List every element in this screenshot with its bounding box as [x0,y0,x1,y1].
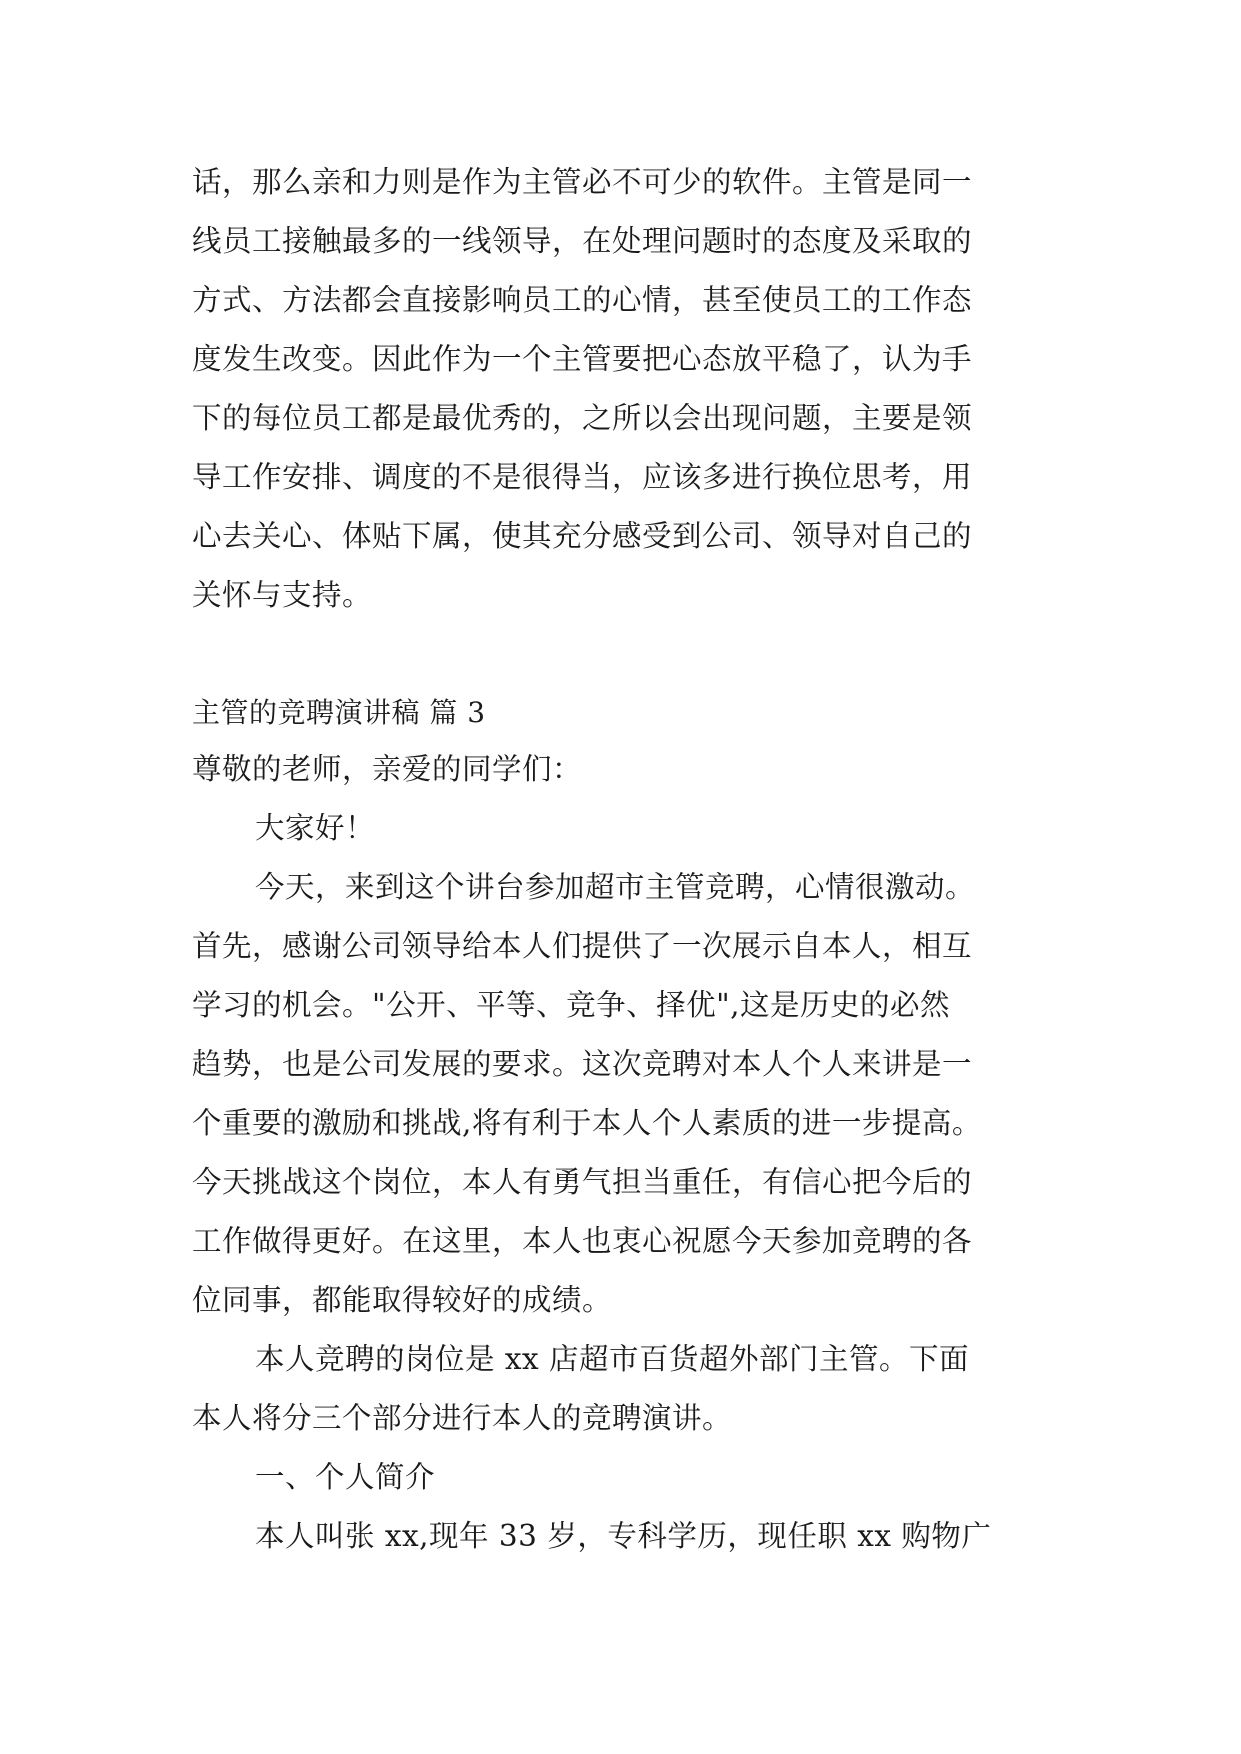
paragraph-line: 下的每位员工都是最优秀的，之所以会出现问题，主要是领 [192,401,973,435]
paragraph-line: 今天，来到这个讲台参加超市主管竞聘，心情很激动。 [255,870,976,904]
paragraph-line: 话，那么亲和力则是作为主管必不可少的软件。主管是同一 [192,165,973,199]
paragraph-line: 位同事，都能取得较好的成绩。 [192,1283,613,1317]
paragraph-line: 心去关心、体贴下属，使其充分感受到公司、领导对自己的 [192,519,973,553]
paragraph-line: 趋势，也是公司发展的要求。这次竞聘对本人个人来讲是一 [192,1047,973,1081]
paragraph-line: 本人竞聘的岗位是 xx 店超市百货超外部门主管。下面 [255,1342,970,1376]
paragraph-line: 本人叫张 xx,现年 33 岁，专科学历，现任职 xx 购物广 [255,1519,992,1553]
paragraph-line: 方式、方法都会直接影响员工的心情，甚至使员工的工作态 [192,283,973,317]
paragraph-line: 关怀与支持。 [192,578,373,612]
greeting: 大家好！ [255,811,376,845]
section-heading: 主管的竞聘演讲稿 篇 3 [192,696,486,729]
paragraph-line: 今天挑战这个岗位，本人有勇气担当重任，有信心把今后的 [192,1165,973,1199]
paragraph-line: 度发生改变。因此作为一个主管要把心态放平稳了，认为手 [192,342,973,376]
paragraph-line: 本人将分三个部分进行本人的竞聘演讲。 [192,1401,733,1435]
paragraph-line: 学习的机会。"公开、平等、竞争、择优",这是历史的必然 [192,988,951,1022]
paragraph-line: 导工作安排、调度的不是很得当，应该多进行换位思考，用 [192,460,973,494]
paragraph-line: 首先，感谢公司领导给本人们提供了一次展示自本人，相互 [192,929,973,963]
paragraph-line: 个重要的激励和挑战,将有利于本人个人素质的进一步提高。 [192,1106,982,1140]
subsection-heading: 一、个人简介 [255,1460,436,1494]
salutation: 尊敬的老师，亲爱的同学们： [192,752,583,786]
paragraph-line: 线员工接触最多的一线领导，在处理问题时的态度及采取的 [192,224,973,258]
paragraph-line: 工作做得更好。在这里，本人也衷心祝愿今天参加竞聘的各 [192,1224,973,1258]
